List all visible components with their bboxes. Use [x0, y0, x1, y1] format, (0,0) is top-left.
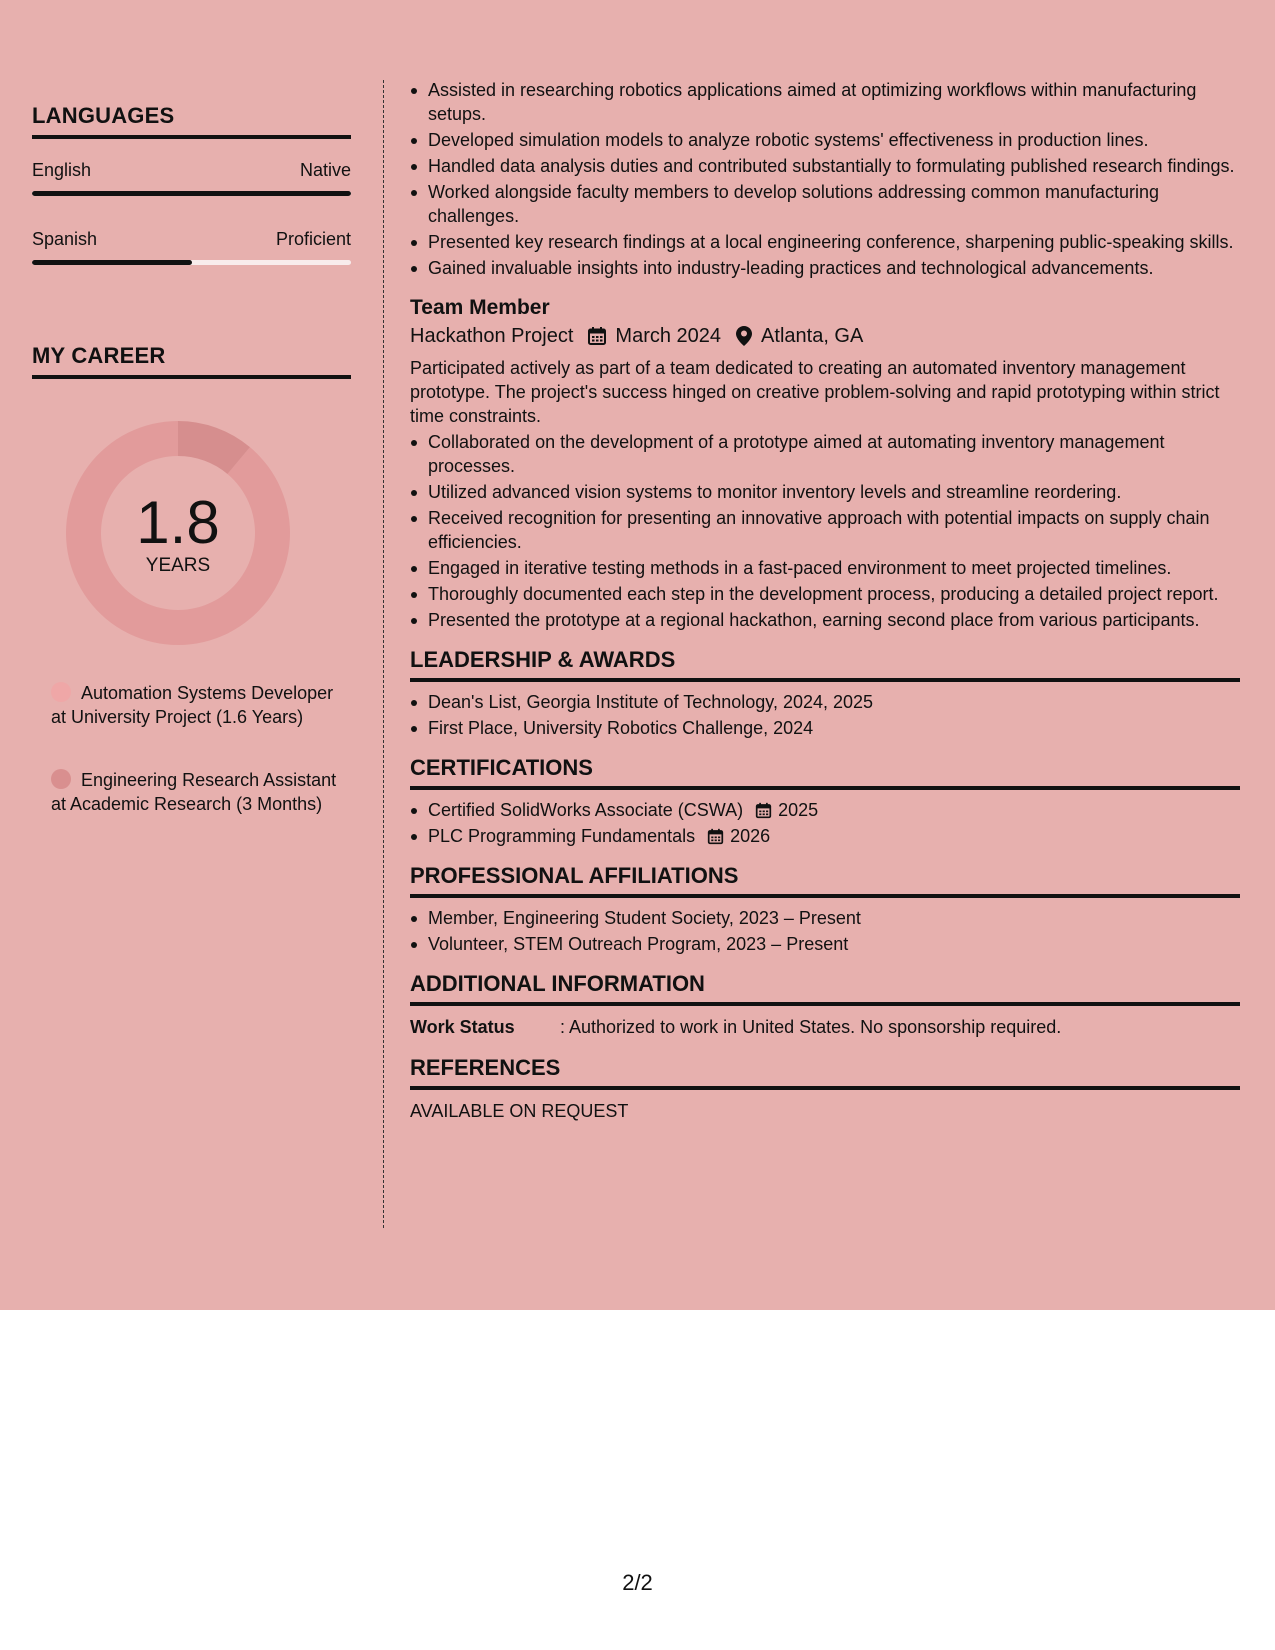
affiliations-list [410, 906, 1240, 956]
additional-info-heading: ADDITIONAL INFORMATION [410, 970, 1240, 1006]
list-item: Worked alongside faculty members to develop solutions addressing common manufacturing challenges. [410, 180, 1240, 228]
certification-name: Certified SolidWorks Associate (CSWA) [428, 800, 744, 820]
list-item: Volunteer, STEM Outreach Program, 2023 – Present [410, 932, 1240, 956]
list-item [410, 824, 1240, 848]
list-item: Received recognition for presenting an innovative approach with potential impacts on supply chain efficiencies. [410, 506, 1240, 554]
job-date: March 2024 [615, 325, 722, 347]
calendar-icon [587, 326, 607, 346]
career-donut-chart [66, 421, 290, 645]
affiliations-heading: PROFESSIONAL AFFILIATIONS [410, 862, 1240, 898]
list-item: Collaborated on the development of a prototype aimed at automating inventory management processes. [410, 430, 1240, 478]
career-legend-label: Automation Systems Developer at University Project (1.6 Years) [51, 683, 334, 727]
language-row-english [32, 160, 351, 181]
certifications-heading: CERTIFICATIONS [410, 754, 1240, 790]
research-bullets [410, 78, 1240, 280]
language-name: Spanish [32, 229, 98, 249]
language-name: English [32, 160, 92, 180]
leadership-list [410, 690, 1240, 740]
legend-dot-icon [51, 682, 71, 702]
list-item: Member, Engineering Student Society, 2023 – Present [410, 906, 1240, 930]
language-row-spanish [32, 229, 351, 250]
list-item: Dean's List, Georgia Institute of Technology, 2024, 2025 [410, 690, 1240, 714]
list-item: Handled data analysis duties and contributed substantially to formulating published research findings. [410, 154, 1240, 178]
list-item: Developed simulation models to analyze robotic systems' effectiveness in production lines. [410, 128, 1240, 152]
job-title: Team Member [410, 296, 550, 319]
career-legend-item [51, 681, 341, 729]
certification-name: PLC Programming Fundamentals [428, 826, 696, 846]
certifications-list [410, 798, 1240, 848]
language-bar-fill [32, 260, 192, 265]
work-status-row [410, 1014, 1240, 1040]
list-item: Presented key research findings at a local engineering conference, sharpening public-speaking skills. [410, 230, 1240, 254]
language-level: Proficient [275, 229, 351, 249]
map-pin-icon [735, 325, 753, 347]
references-heading: REFERENCES [410, 1054, 1240, 1090]
list-item: Utilized advanced vision systems to monitor inventory levels and streamline reordering. [410, 480, 1240, 504]
list-item: Thoroughly documented each step in the development process, producing a detailed project report. [410, 582, 1240, 606]
job-bullets [410, 430, 1240, 632]
career-total-value: 1.8 [136, 489, 220, 556]
work-status-label: Work Status [410, 1017, 515, 1037]
certification-year: 2026 [730, 826, 771, 846]
career-total-unit: YEARS [145, 555, 211, 576]
certification-year: 2025 [778, 800, 819, 820]
list-item: Engaged in iterative testing methods in a fast-paced environment to meet projected timelines. [410, 556, 1240, 580]
list-item: First Place, University Robotics Challenge, 2024 [410, 716, 1240, 740]
job-location: Atlanta, GA [761, 325, 864, 347]
career-legend-label: Engineering Research Assistant at Academic Research (3 Months) [51, 770, 337, 814]
job-meta [410, 322, 1240, 350]
list-item: Gained invaluable insights into industry-leading practices and technological advancements. [410, 256, 1240, 280]
career-heading: MY CAREER [32, 343, 351, 379]
languages-heading: LANGUAGES [32, 103, 351, 139]
work-status-value: : Authorized to work in United States. No sponsorship required. [560, 1017, 1062, 1037]
legend-dot-icon [51, 769, 71, 789]
list-item: Presented the prototype at a regional hackathon, earning second place from various participants. [410, 608, 1240, 632]
list-item: Assisted in researching robotics applications aimed at optimizing workflows within manufacturing setups. [410, 78, 1240, 126]
language-level: Native [299, 160, 351, 180]
job-description: Participated actively as part of a team dedicated to creating an automated inventory management prototype. The project's success hinged on creative problem-solving and rapid prototyping within strict time constraints. [410, 358, 1220, 426]
calendar-icon [755, 802, 772, 819]
language-bar-english [32, 191, 351, 196]
references-text: AVAILABLE ON REQUEST [410, 1101, 629, 1121]
language-bar-spanish [32, 260, 351, 265]
calendar-icon [707, 828, 724, 845]
page-number: 2/2 [622, 1570, 653, 1595]
list-item [410, 798, 1240, 822]
column-divider [383, 80, 384, 1228]
job-org: Hackathon Project [410, 325, 574, 347]
leadership-heading: LEADERSHIP & AWARDS [410, 646, 1240, 682]
right-column [410, 78, 1240, 1124]
language-bar-fill [32, 191, 351, 196]
career-legend-item [51, 768, 341, 816]
